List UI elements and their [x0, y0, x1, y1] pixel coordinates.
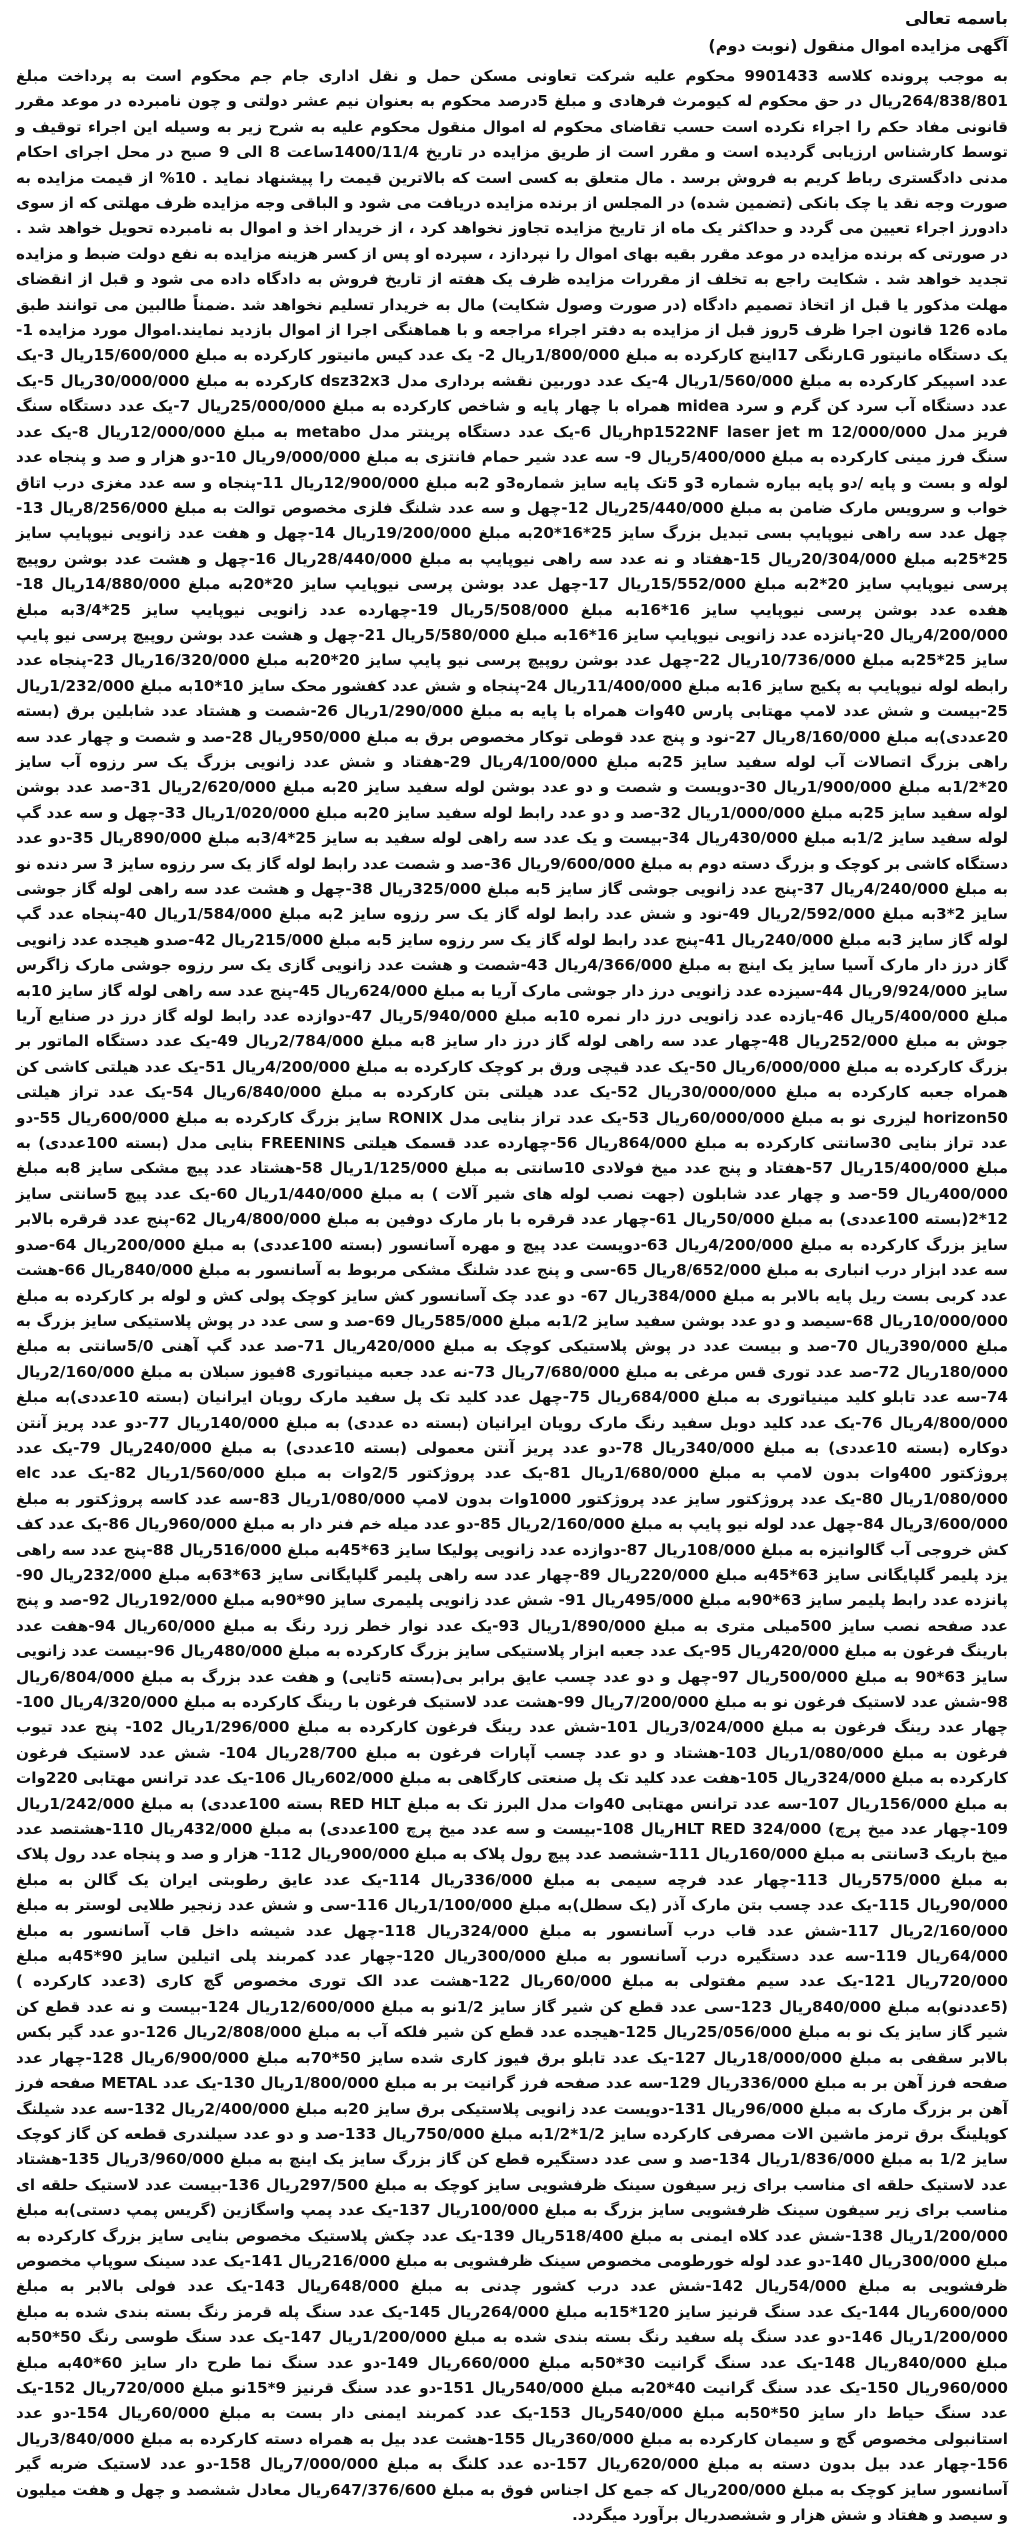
notice-title: آگهی مزایده اموال منقول (نوبت دوم): [708, 36, 1008, 55]
notice-body: به موجب پرونده کلاسه 9901433 محکوم علیه شرکت تعاونی مسکن حمل و نقل اداری جام جم محکوم است به پرداخت مبلغ 264/838/801ریال در حق محکوم له کیومرث فرهادی و مبلغ 5درصد محکوم به بعنوان نیم عشر دولتی و چون نامبرده در موعد مقرر قانونی مفاد حکم را اجراء نکرده است حسب تقاضای محکوم له اموال منقول محکوم علیه به شرح زیر به وسیله این اجراء توقیف و توسط کارشناس ارزیابی گردیده است و مقرر است از طریق مزایده در تاریخ 1400/11/4ساعت 8 الی 9 صبح در محل اجرای احکام مدنی دادگستری رباط کریم به فروش برسد . مال متعلق به کسی است که بالاترین قیمت را پیشنهاد نماید . 10% از قیمت مزایده به صورت وجه نقد یا چک بانکی (تضمین شده) در المجلس از برنده مزایده دریافت می شود و الباقی وجه مزایده ظرف مهلتی که از سوی دادورز اجراء تعیین می گردد و حداکثر یک ماه از تاریخ مزایده تجاوز نخواهد کرد ، از خریدار اخذ و اموال به نامبرده تحویل خواهد شد . در صورتی که برنده مزایده در موعد مقرر بقیه بهای اموال را نپردازد ، سپرده او پس از کسر هزینه مزایده به نفع دولت ضبط و مزایده تجدید خواهد شد . شکایت راجع به تخلف از مقررات مزایده ظرف یک هفته از تاریخ فروش به دادگاه داده می شود و قبل از انقضای مهلت مذکور یا قبل از اتخاذ تصمیم دادگاه (در صورت وصول شکایت) مال به خریدار تسلیم نخواهد شد .ضمناً طالبین می توانند طبق ماده 126 قانون اجرا ظرف 5روز قبل از مزایده به دفتر اجراء مراجعه و با هماهنگی اجرا از اموال بازدید نمایند.اموال مورد مزایده 1-یک دستگاه مانیتور LGرنگی 17اینچ کارکرده به مبلغ 1/800/000ریال 2- یک عدد کیس مانیتور کارکرده به مبلغ 15/600/000ریال 3-یک عدد اسپیکر کارکرده به مبلغ 1/560/000ریال 4-یک عدد دوربین نقشه برداری مدل dsz32x3 کارکرده به مبلغ 30/000/000ریال 5-یک عدد دستگاه آب سرد کن گرم و سرد midea همراه با چهار پایه و شاخص کارکرده به مبلغ 25/000/000ریال 7-یک عدد دستگاه سنگ فریز مدل hp1522NF laser jet m 12/000/000ریال 6-یک عدد دستگاه پرینتر مدل metabo به مبلغ 12/000/000ریال 8-یک عدد سنگ فرز مینی کارکرده به مبلغ 5/400/000ریال 9- سه عدد شیر حمام فانتزی به مبلغ 9/000/000ریال 10-دو هزار و صد و پنجاه عدد لوله و بست و پایه /دو پایه بیاره شماره 3و 5تک پایه سایز شماره3و 2به مبلغ 12/900/000ریال 11-پنجاه و سه عدد مغزی درب اتاق خواب و سرویس مارک ضامن به مبلغ 25/440/000ریال 12-چهل و سه عدد شلنگ فلزی مخصوص توالت به مبلغ 8/256/000ریال 13-چهل عدد سه راهی نیوپایپ بسی تبدیل بزرگ سایز 25*16*20به مبلغ 19/200/000ریال 14-چهل و هفت عدد زانویی نیوپایپ سایز 25*25به مبلغ 20/304/000ریال 15-هفتاد و نه عدد سه راهی نیوپایپ به مبلغ 28/440/000ریال 16-چهل و هشت عدد بوشن روپیچ پرسی نیوپایپ سایز 20*2به مبلغ 15/552/000ریال 17-چهل عدد بوشن پرسی نیوپایپ سایز 20*20به مبلغ 14/880/000ریال 18-هفده عدد بوشن پرسی نیوپایپ سایز 16*16به مبلغ 5/508/000ریال 19-چهارده عدد زانویی نیوپایپ سایز 25*3/4به مبلغ 4/200/000ریال 20-پانزده عدد زانویی نیوپایپ سایز 16*16به مبلغ 5/580/000ریال 21-چهل و هشت عدد بوشن روپیچ پرسی نیو پایپ سایز 25*25به مبلغ 10/736/000ریال 22-چهل عدد بوشن روپیچ پرسی نیو پایپ سایز 20*20به مبلغ 16/320/000ریال 23-پنجاه عدد رابطه لوله نیوپایپ به پکیج سایز 16به مبلغ 11/400/000ریال 24-پنجاه و شش عدد کفشور محک سایز 10*10به مبلغ 1/232/000ریال 25-بیست و شش عدد لامپ مهتابی پارس 40وات همراه با پایه به مبلغ 1/290/000ریال 26-شصت و هشتاد عدد شابلین برق (بسته 20عددی)به مبلغ 8/160/000ریال 27-نود و پنج عدد قوطی توکار مخصوص برق به مبلغ 950/000ریال 28-صد و شصت و چهار عدد سه راهی بزرگ اتصالات آب لوله سفید سایز 25به مبلغ 4/100/000ریال 29-هفتاد و شش عدد زانویی بزرگ یک سر رزوه آب سایز 20*1/2به مبلغ 1/900/000ریال 30-دویست و شصت و دو عدد بوشن لوله سفید سایز 20به مبلغ 2/620/000ریال 31-صد عدد بوشن لوله سفید سایز 25به مبلغ 1/000/000ریال 32-صد و دو عدد رابط لوله سفید سایز 20به مبلغ 1/020/000ریال 33-چهل و سه عدد گپ لوله سفید سایز 1/2به مبلغ 430/000ریال 34-بیست و یک عدد سه راهی لوله سفید به سایز 25*3/4به مبلغ 890/000ریال 35-دو عدد دستگاه کاشی بر کوچک و بزرگ دسته دوم به مبلغ 9/600/000ریال 36-صد و شصت عدد رابط لوله گاز یک سر رزوه سایز 3 سر دنده نو به مبلغ 4/240/000ریال 37-پنج عدد زانویی جوشی گاز سایز 5به مبلغ 325/000ریال 38-چهل و هشت عدد سه راهی لوله گاز جوشی سایز 2*3به مبلغ 2/592/000ریال 49-نود و شش عدد رابط لوله گاز یک سر رزوه سایز 2به مبلغ 1/584/000ریال 40-پنجاه عدد گپ لوله گاز سایز 3به مبلغ 240/000ریال 41-پنج عدد رابط لوله گاز یک سر رزوه سایز 5به مبلغ 215/000ریال 42-صدو هیجده عدد زانویی گاز درز دار مارک آسیا سایز یک اینچ به مبلغ 4/366/000ریال 43-شصت و هشت عدد زانویی گازی یک سر رزوه جوشی مارک زاگرس سایز 9/924/000ریال 44-سیزده عدد زانویی درز دار جوشی مارک آریا به مبلغ 624/000ریال 45-پنج عدد سه راهی لوله گاز سایز 10به مبلغ 5/400/000ریال 46-یازده عدد زانویی درز دار نمره 10به مبلغ 5/940/000ریال 47-دوازده عدد رابط لوله گاز درز در صنایع آریا جوش به مبلغ 252/000ریال 48-چهار عدد سه راهی لوله گاز درز دار سایز 8به مبلغ 2/784/000ریال 49-یک عدد دستگاه الماتور بر بزرگ کارکرده به مبلغ 6/000/000ریال 50-یک عدد قیچی ورق بر کوچک کارکرده به مبلغ 4/200/000ریال 51-یک عدد هیلتی کاشی کن همراه جعبه کارکرده به مبلغ 30/000/000ریال 52-یک عدد هیلتی بتن کارکرده به مبلغ 6/840/000ریال 54-یک عدد تراز هیلتی horizon50 لیزری نو به مبلغ 60/000/000ریال 53-یک عدد تراز بنایی مدل RONIX سایز بزرگ کارکرده به مبلغ 600/000ریال 55-دو عدد تراز بنایی 30سانتی کارکرده به مبلغ 864/000ریال 56-چهارده عدد قسمک هیلتی FREENINS بنایی مدل (بسته 100عددی) به مبلغ 15/400/000ریال 57-هفتاد و پنج عدد میخ فولادی 10سانتی به مبلغ 1/125/000ریال 58-هشتاد عدد پیچ مشکی سایز 8به مبلغ 400/000ریال 59-صد و چهار عدد شابلون (جهت نصب لوله های شیر آلات ) به مبلغ 1/440/000ریال 60-یک عدد پیچ 5سانتی سایز 12*2(بسته 100عددی) به مبلغ 50/000ریال 61-چهار عدد قرقره با بار مارک دوفین به مبلغ 4/800/000ریال 62-پنج عدد قرقره بالابر سایز بزرگ کارکرده به مبلغ 4/200/000ریال 63-دویست عدد پیچ و مهره آسانسور (بسته 100عددی) به مبلغ 200/000ریال 64-صدو سه عدد ابزار درب انباری به مبلغ 8/652/000ریال 65-سی و پنج عدد شلنگ مشکی مربوط به آسانسور به مبلغ 840/000ریال 66-هشت عدد کربی بست ریل پایه بالابر به مبلغ 384/000ریال 67- دو عدد چک آسانسور کش سایز کوچک پولی کش و لوله بر کارکرده به مبلغ 10/000/000ریال 68-سیصد و دو عدد بوشن سفید سایز 1/2به مبلغ 585/000ریال 69-صد و سی عدد در پوش پلاستیکی سایز بزرگ به مبلغ 390/000ریال 70-صد و بیست عدد در پوش پلاستیکی کوچک به مبلغ 420/000ریال 71-صد عدد گپ آهنی 5/0سانتی به مبلغ 180/000ریال 72-صد عدد توری قس مرغی به مبلغ 7/680/000ریال 73-نه عدد جعبه مینیاتوری 8فیوز سبلان به مبلغ 2/160/000ریال 74-سه عدد تابلو کلید مینیاتوری به مبلغ 684/000ریال 75-چهل عدد کلید تک پل سفید مارک رویان ایرانیان (بسته 10عددی)به مبلغ 4/800/000ریال 76-یک عدد کلید دوبل سفید رنگ مارک رویان ایرانیان (بسته ده عددی) به مبلغ 140/000ریال 77-دو عدد پریز آنتن دوکاره (بسته 10عددی) به مبلغ 340/000ریال 78-دو عدد پریز آنتن معمولی (بسته 10عددی) به مبلغ 240/000ریال 79-یک عدد پروژکتور 400وات بدون لامپ به مبلغ 1/680/000ریال 81-یک عدد پروژکتور 2/5وات به مبلغ 1/560/000ریال 82-یک عدد elc 1/080/000ریال 80-یک عدد پروژکتور سایز عدد پروژکتور 1000وات بدون لامپ 1/080/000ریال 83-سه عدد کاسه پروژکتور به مبلغ 3/600/000ریال 84-چهل عدد لوله نیو پایپ به مبلغ 2/160/000ریال 85-دو عدد میله خم فنر دار به مبلغ 960/000ریال 86-یک عدد کف کش خروجی آب گالوانیزه به مبلغ 108/000ریال 87-دوازده عدد زانویی پولیکا سایز 63*45به مبلغ 516/000ریال 88-پنج عدد سه راهی یزد پلیمر گلپایگانی سایز 63*45به مبلغ 220/000ریال 89-چهار عدد سه راهی پلیمر گلپایگانی سایز 63*63به مبلغ 232/000ریال 90-پانزده عدد رابط پلیمر سایز 63*90به مبلغ 495/000ریال 91- شش عدد زانویی پلیمری سایز 90*90به مبلغ 192/000ریال 92-صد و پنج عدد صفحه نصب سایز 500میلی متری به مبلغ 1/890/000ریال 93-یک عدد نوار خطر زرد رنگ به مبلغ 60/000ریال 94-هفت عدد بارینگ فرغون به مبلغ 420/000ریال 95-یک عدد جعبه ابزار پلاستیکی سایز بزرگ کارکرده به مبلغ 480/000ریال 96-بیست عدد زانویی سایز 63*90 به مبلغ 500/000ریال 97-چهل و دو عدد چسب عایق برابر بی(بسته 5تایی) و هفت عدد بزرگ به مبلغ 6/804/000ریال 98-شش عدد لاستیک فرغون نو به مبلغ 7/200/000ریال 99-هشت عدد لاستیک فرغون با رینگ کارکرده به مبلغ 4/320/000ریال 100-چهار عدد رینگ فرغون به مبلغ 3/024/000ریال 101-شش عدد رینگ فرغون کارکرده به مبلغ 1/296/000ریال 102- پنج عدد تیوب فرغون به مبلغ 1/080/000ریال 103-هشتاد و دو عدد چسب آپارات فرغون به مبلغ 28/700ریال 104- شش عدد لاستیک فرغون کارکرده به مبلغ 324/000ریال 105-هفت عدد کلید تک پل صنعتی کارگاهی به مبلغ 602/000ریال 106-یک عدد ترانس مهتابی 220وات به مبلغ 156/000ریال 107-سه عدد ترانس مهتابی 40وات مدل البرز تک به مبلغ RED HLT بسته 100عددی) به مبلغ 1/242/000ریال 109-چهار عدد میخ پرچ) HLT RED 324/000ریال 108-بیست و سه عدد میخ پرچ 100عددی) به مبلغ 432/000ریال 110-هشتصد عدد میخ باریک 3سانتی به مبلغ 160/000ریال 111-ششصد عدد پیچ رول پلاک به مبلغ 900/000ریال 112- هزار و صد و پنجاه عدد رول پلاک به مبلغ 575/000ریال 113-چهار عدد فرچه سیمی به مبلغ 336/000ریال 114-یک عدد عایق رطوبتی ایران یک گالن به مبلغ 90/000ریال 115-یک عدد چسب بتن مارک آذر (یک سطل)به مبلغ 1/100/000ریال 116-سی و شش عدد زنجیر طلایی لوستر به مبلغ 2/160/000ریال 117-شش عدد قاب درب آسانسور به مبلغ 324/000ریال 118-چهل عدد شیشه داخل قاب آسانسور به مبلغ 64/000ریال 119-سه عدد دستگیره درب آسانسور به مبلغ 300/000ریال 120-چهار عدد کمربند پلی اتیلین سایز 90*45به مبلغ 720/000ریال 121-یک عدد سیم مفتولی به مبلغ 60/000ریال 122-هشت عدد الک توری مخصوص گچ کاری (3عدد کارکرده ) (5عددنو)به مبلغ 840/000ریال 123-سی عدد قطع کن شیر گاز سایز 1/2نو به مبلغ 12/600/000ریال 124-بیست و نه عدد قطع کن شیر گاز سایز یک نو به مبلغ 25/056/000ریال 125-هیجده عدد قطع کن شیر فلکه آب به مبلغ 2/808/000ریال 126-دو عدد گیر بکس بالابر سقفی به مبلغ 18/000/000ریال 127-یک عدد تابلو برق فیوز کاری شده سایز 50*70به مبلغ 6/900/000ریال 128-چهار عدد صفحه فرز آهن بر به مبلغ 336/000ریال 129-سه عدد صفحه فرز گرانیت بر به مبلغ 1/800/000ریال 130-یک عدد METAL صفحه فرز آهن بر بزرگ مارک به مبلغ 96/000ریال 131-دویست عدد زانویی پلاستیکی برق سایز 20به مبلغ 2/400/000ریال 132-سه عدد شیلنگ کوپلینگ برق ترمز ماشین الات مصرفی کارکرده سایز 1/2*1/2به مبلغ 750/000ریال 133-صد و دو عدد سیلندری قطعه کن گاز کوچک سایز 1/2 به مبلغ 1/836/000ریال 134-صد و سی عدد دستگیره قطع کن گاز بزرگ سایز یک اینچ به مبلغ 3/960/000ریال 135-هشتاد عدد لاستیک حلقه ای مناسب برای زیر سیفون سینک ظرفشویی سایز کوچک به مبلغ 297/500ریال 136-بیست عدد لاستیک حلقه ای مناسب برای زیر سیفون سینک ظرفشویی سایز بزرگ به مبلغ 100/000ریال 137-یک عدد پمپ واسگازین (گریس پمپ دستی)به مبلغ 1/200/000ریال 138-شش عدد کلاه ایمنی به مبلغ 518/400ریال 139-یک عدد چکش پلاستیک مخصوص بنایی سایز بزرگ کارکرده به مبلغ 300/000ریال 140-دو عدد لوله خورطومی مخصوص سینک ظرفشویی به مبلغ 216/000ریال 141-یک عدد سینک سوپاپ مخصوص ظرفشویی به مبلغ 54/000ریال 142-شش عدد درب کشور چدنی به مبلغ 648/000ریال 143-یک عدد فولی بالابر به مبلغ 600/000ریال 144-یک عدد سنگ قرنیز سایز 120*15به مبلغ 264/000ریال 145-یک عدد سنگ پله قرمز رنگ بسته بندی شده به مبلغ 1/200/000ریال 146-دو عدد سنگ پله سفید رنگ بسته بندی شده به مبلغ 1/200/000ریال 147-یک عدد سنگ طوسی رنگ 50*50به مبلغ 840/000ریال 148-یک عدد سنگ گرانیت 30*50به مبلغ 660/000ریال 149-دو عدد سنگ نما طرح دار سایز 60*40به مبلغ 960/000ریال 150-یک عدد سنگ گرانیت 40*20به مبلغ 540/000ریال 151-دو عدد سنگ قرنیز 9*15نو مبلغ 720/000ریال 152-یک عدد سنگ حیاط دار سایز 50*50به مبلغ 540/000ریال 153-یک عدد کمربند ایمنی دار بست به مبلغ 60/000ریال 154-دو عدد استانبولی مخصوص گچ و سیمان کارکرده به مبلغ 360/000ریال 155-هشت عدد بیل به همراه دسته کارکرده به مبلغ 3/840/000ریال 156-چهار عدد بیل بدون دسته به مبلغ 620/000ریال 157-ده عدد کلنگ به مبلغ 7/000/000ریال 158-دو عدد لاستیک ضربه گیر آسانسور سایز کوچک به مبلغ 200/000ریال که جمع کل اجناس فوق به مبلغ 647/376/600ریال معادل ششصد و چهل و هفت میلیون و سیصد و هفتاد و شش هزار و ششصدریال برآورد میگردد.: [16, 67, 1009, 2524]
basmala-heading: باسمه تعالی: [904, 9, 1008, 29]
